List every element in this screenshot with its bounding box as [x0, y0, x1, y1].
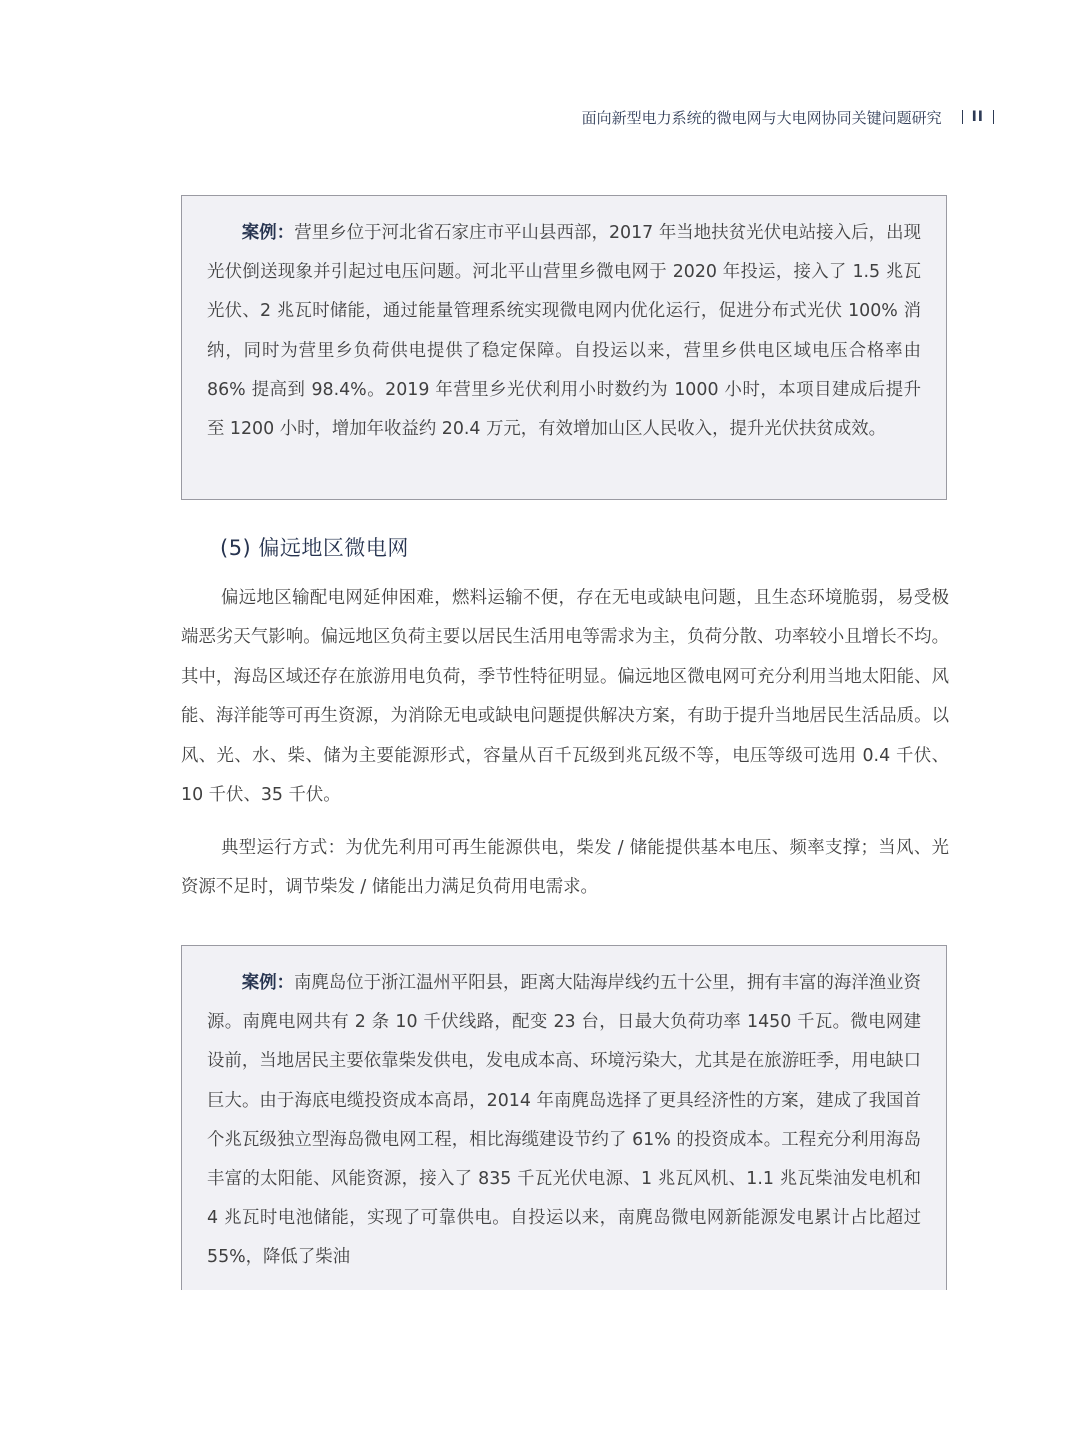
header-divider-right	[993, 110, 994, 124]
running-header-title: 面向新型电力系统的微电网与大电网协同关键问题研究	[581, 108, 942, 127]
running-header	[582, 104, 994, 130]
case-box-nanji	[181, 945, 947, 1290]
paragraph-text: 典型运行方式：为优先利用可再生能源供电，柴发 / 储能提供基本电压、频率支撑；当风、光资源不足时，调节柴发 / 储能出力满足负荷用电需求。	[181, 838, 949, 898]
case-text: 营里乡位于河北省石家庄市平山县西部，2017 年当地扶贫光伏电站接入后，出现光伏倒送现象并引起过电压问题。河北平山营里乡微电网于 2020 年投运，接入了 1.5 兆瓦光伏、2 兆瓦时储能，通过能量管理系统实现微电网内优化运行，促进分布式光伏 100% 消纳，同时为营里乡负荷供电提供了稳定保障。自投运以来，营里乡供电区域电压合格率由 86% 提高到 98.4%。2019 年营里乡光伏利用小时数约为 1000 小时，本项目建成后提升至 1200 小时，增加年收益约 20.4 万元，有效增加山区人民收入，提升光伏扶贫成效。	[207, 223, 921, 440]
header-divider-left	[962, 110, 963, 124]
paragraph-text: 偏远地区输配电网延伸困难，燃料运输不便，存在无电或缺电问题，且生态环境脆弱，易受极端恶劣天气影响。偏远地区负荷主要以居民生活用电等需求为主，负荷分散、功率较小且增长不均。其中，海岛区域还存在旅游用电负荷，季节性特征明显。偏远地区微电网可充分利用当地太阳能、风能、海洋能等可再生资源，为消除无电或缺电问题提供解决方案，有助于提升当地居民生活品质。以风、光、水、柴、储为主要能源形式，容量从百千瓦级到兆瓦级不等，电压等级可选用 0.4 千伏、10 千伏、35 千伏。	[181, 588, 949, 806]
case-paragraph	[207, 964, 921, 1278]
case-paragraph	[207, 214, 921, 449]
case-text: 南麂岛位于浙江温州平阳县，距离大陆海岸线约五十公里，拥有丰富的海洋渔业资源。南麂电网共有 2 条 10 千伏线路，配变 23 台，日最大负荷功率 1450 千瓦。微电网建设前，当地居民主要依靠柴发供电，发电成本高、环境污染大，尤其是在旅游旺季，用电缺口巨大。由于海底电缆投资成本高昂，2014 年南麂岛选择了更具经济性的方案，建成了我国首个兆瓦级独立型海岛微电网工程，相比海缆建设节约了 61% 的投资成本。工程充分利用海岛丰富的太阳能、风能资源，接入了 835 千瓦光伏电源、1 兆瓦风机、1.1 兆瓦柴油发电机和 4 兆瓦时电池储能，实现了可靠供电。自投运以来，南麂岛微电网新能源发电累计占比超过 55%，降低了柴油	[207, 973, 921, 1268]
part-number: II	[971, 109, 984, 125]
case-label: 案例：	[241, 973, 295, 993]
body-paragraph-1	[181, 579, 949, 815]
case-label: 案例：	[241, 223, 295, 243]
case-box-yingli	[181, 195, 947, 500]
body-paragraph-2	[181, 829, 949, 908]
section-heading: (5) 偏远地区微电网	[220, 536, 409, 560]
